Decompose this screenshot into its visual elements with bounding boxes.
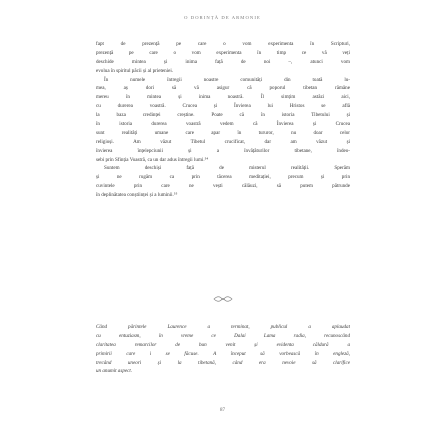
text-line: prezență pe care o vom experimenta în timp ce vă veți [96, 49, 350, 56]
body-text [96, 40, 350, 200]
text-line: mea, aș dori să vă asigur că poporul tibetan rămâne [96, 85, 350, 92]
text-line: claritatea remarcilor de bun venit și evidenta căldură a [96, 341, 350, 348]
text-line: trecând uneori și la tibetană, când era nevoie să clarifice [96, 359, 350, 366]
running-header: O DORINȚĂ DE ARMONIE [184, 15, 261, 20]
text-line: sunt realități umane care apar în tururor, nu doar celor [96, 129, 350, 136]
text-line: evolua în spiritul păcii și al prieteniei. [96, 67, 174, 74]
page-number: 87 [220, 408, 225, 413]
text-line: sebi prin Sfinția Voastră, ca un dar adus întregii lumi.⁵⁴ [96, 156, 209, 163]
text-line: la baza credinței creștine. Poate că în istoria Tibetului și [96, 112, 350, 119]
text-line: cu entuziasm, în vreme ce Dalai Lama radia, recunoscând [96, 332, 350, 339]
paragraph-1 [96, 40, 350, 76]
text-line: mereu în mintea și inima noastră. Îl simțim astăzi aici, [96, 94, 350, 101]
text-line: și ne rugăm ca prin tăcerea meditației, precum și prin [96, 174, 350, 181]
text-line: fapt de prezență pe care o vom experimenta în Scripturi, [96, 41, 350, 47]
text-line: cuvintele prin care ne vești călăuzi, să putem pătrunde [96, 183, 350, 190]
text-line: în deplinătatea conștiinței și a luminii.⁵⁵ [96, 192, 178, 199]
paragraph-2 [96, 76, 350, 165]
text-line: Când părintele Laurence a terminat, publicul a aplaudat [96, 324, 350, 330]
text-line: un anumit aspect. [96, 368, 133, 375]
ornament-icon [213, 294, 233, 304]
paragraph-3 [96, 164, 350, 200]
text-line: Suntem deschiși față de misterul realității. Sperăm [104, 165, 350, 172]
italic-narrative [96, 323, 350, 376]
text-line: cu durerea voastră. Crucea și Învierea lui Hristos se află [96, 103, 350, 110]
text-line: învierea înțelepciunii și a învățăturilor tibetane, îndeo- [96, 147, 350, 154]
text-line: În numele întregii noastre comunități din toată lu- [104, 76, 350, 83]
text-line: în istoria durerea voastră vedem că Învierea și Crucea [96, 121, 350, 128]
text-line: primirii care i se făcuse. A început să vorbească în engleză, [96, 350, 350, 357]
text-line: deschide mintea și inima față de noi –, atunci vom [96, 58, 350, 65]
text-line: religioși. Am văzut Tibetul crucificat, dar am văzut și [96, 138, 350, 145]
